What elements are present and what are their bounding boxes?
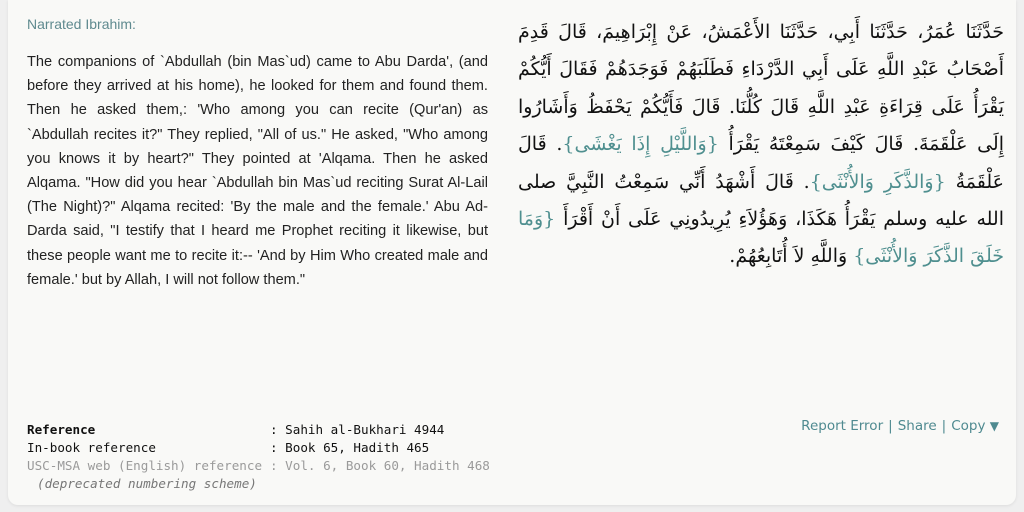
quran-verse: {وَمَا خَلَقَ الذَّكَرَ وَالأُنْثَى} <box>518 208 1004 268</box>
narrator-heading: Narrated Ibrahim: <box>27 16 136 32</box>
deprecated-note: (deprecated numbering scheme) <box>37 476 257 491</box>
arabic-text-part: وَاللَّهِ لاَ أُتَابِعُهُمْ‏. <box>729 245 854 268</box>
in-book-reference-row <box>27 439 490 457</box>
deprecated-note-row <box>27 475 490 493</box>
in-book-reference-label: In-book reference <box>27 440 156 455</box>
hadith-actions <box>801 418 999 434</box>
action-separator: | <box>888 418 893 434</box>
usc-msa-reference-row <box>27 457 490 475</box>
quran-verse: {وَالذَّكَرِ وَالأُنْثَى} <box>809 170 946 193</box>
share-link[interactable]: Share <box>897 418 937 434</box>
copy-label: Copy <box>951 418 986 434</box>
reference-table <box>27 421 490 493</box>
arabic-text-part: ‏.‏ قَالَ أَشْهَدُ أَنِّي سَمِعْتُ النَّبِيَّ صلى الله عليه وسلم يَقْرَأُ هَكَذَا، وَهَؤُلاَءِ يُرِيدُونِي عَلَى أَنْ أَقْرَأَ <box>518 170 1005 231</box>
english-text: The companions of `Abdullah (bin Mas`ud) came to Abu Darda', (and before they arrived at his home), he looked for them and found them. Then he asked them,: 'Who among you can recite (Qur'an) as `Abdullah recites it?" They replied, "All of us." He asked, "Who among you knows it by heart?" They pointed at 'Alqama. Then he asked Alqama. "How did you hear `Abdullah bin Mas`ud reciting Surat Al-Lail (The Night)?" Alqama recited: 'By the male and the female.' Abu Ad-Darda said, "I testify that I heard me Prophet reciting it likewise, but these people want me to recite it:-- 'And by Him Who created male and female.' but by Allah, I will not follow them." <box>27 54 488 288</box>
arabic-text <box>518 14 1004 276</box>
action-separator: | <box>941 418 947 434</box>
hadith-card <box>8 0 1016 505</box>
quran-verse: {وَاللَّيْلِ إِذَا يَغْشَى} <box>562 133 719 156</box>
reference-label: Reference <box>27 422 96 437</box>
arabic-text-part: حَدَّثَنَا عُمَرُ، حَدَّثَنَا أَبِي، حَدَّثَنَا الأَعْمَشُ، عَنْ إِبْرَاهِيمَ، قَالَ قَدِمَ أَصْحَابُ عَبْدِ اللَّهِ عَلَى أَبِي الدَّرْدَاءِ فَطَلَبَهُمْ فَوَجَدَهُمْ فَقَالَ أَيُّكُمْ يَقْرَأُ عَلَى قِرَاءَةِ عَبْدِ اللَّهِ قَالَ كُلُّنَا‏.‏ قَالَ فَأَيُّكُمْ يَحْفَظُ وَأَشَارُوا إِلَى عَلْقَمَةَ‏.‏ قَالَ كَيْفَ سَمِعْتَهُ يَقْرَأُ <box>518 21 1004 156</box>
report-error-link[interactable]: Report Error <box>801 418 884 434</box>
reference-value: : Sahih al-Bukhari 4944 <box>270 422 445 437</box>
in-book-reference-value: : Book 65, Hadith 465 <box>270 440 430 455</box>
copy-link[interactable] <box>951 418 999 434</box>
usc-msa-reference-value: : Vol. 6, Book 60, Hadith 468 <box>270 458 490 473</box>
chevron-down-icon: ▼ <box>989 419 999 433</box>
usc-msa-reference-label: USC-MSA web (English) reference <box>27 458 263 473</box>
arabic-text-part: ‏.‏ قَالَ عَلْقَمَةُ <box>518 133 1004 193</box>
reference-row <box>27 421 490 439</box>
